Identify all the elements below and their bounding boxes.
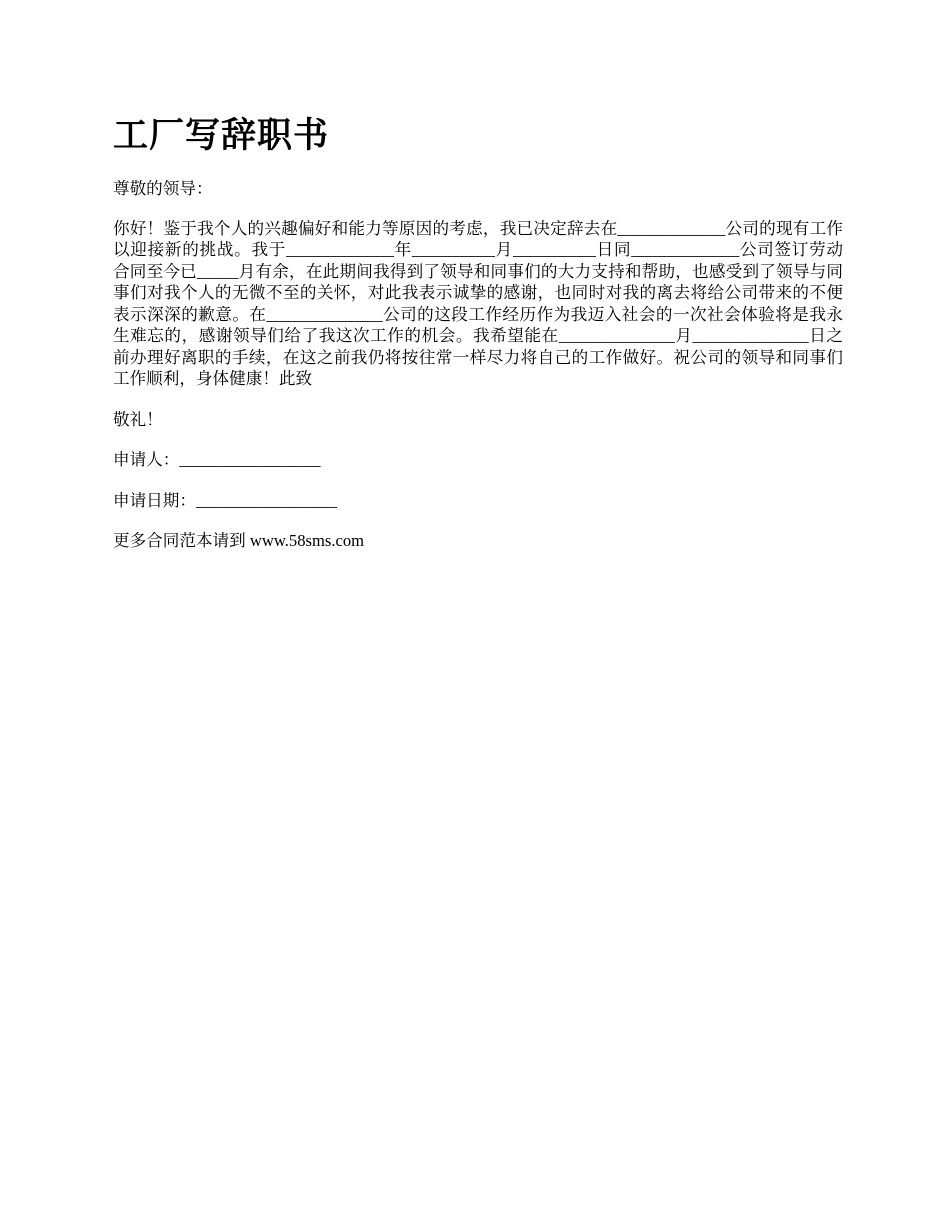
document-title: 工厂写辞职书 <box>113 116 330 155</box>
applicant-line: 申请人：_________________ <box>113 450 321 469</box>
date-line: 申请日期：_________________ <box>113 490 338 510</box>
closing-line: 敬礼！ <box>113 409 163 429</box>
document-page <box>113 112 843 552</box>
salutation: 尊敬的领导： <box>113 179 213 198</box>
body-paragraph: 你好！鉴于我个人的兴趣偏好和能力等原因的考虑，我已决定辞去在_____________公司的现有工作以迎接新的挑战。我于_____________年__________月__________日同_____________公司签订劳动合同至今已_____月有余，在此期间我得到了领导和同事们的大力支持和帮助，也感受到了领导与同事们对我个人的无微不至的关怀，对此我表示诚挚的感谢，也同时对我的离去将给公司带来的不便表示深深的歉意。在______________公司的这段工作经历作为我迈入社会的一次社会体验将是我永生难忘的，感谢领导们给了我这次工作的机会。我希望能在______________月______________日之前办理好离职的手续，在这之前我仍将按往常一样尽力将自己的工作做好。祝公司的领导和同事们工作顺利，身体健康！此致 <box>113 218 843 388</box>
footer-link-text: 更多合同范本请到 www.58sms.com <box>113 531 365 550</box>
